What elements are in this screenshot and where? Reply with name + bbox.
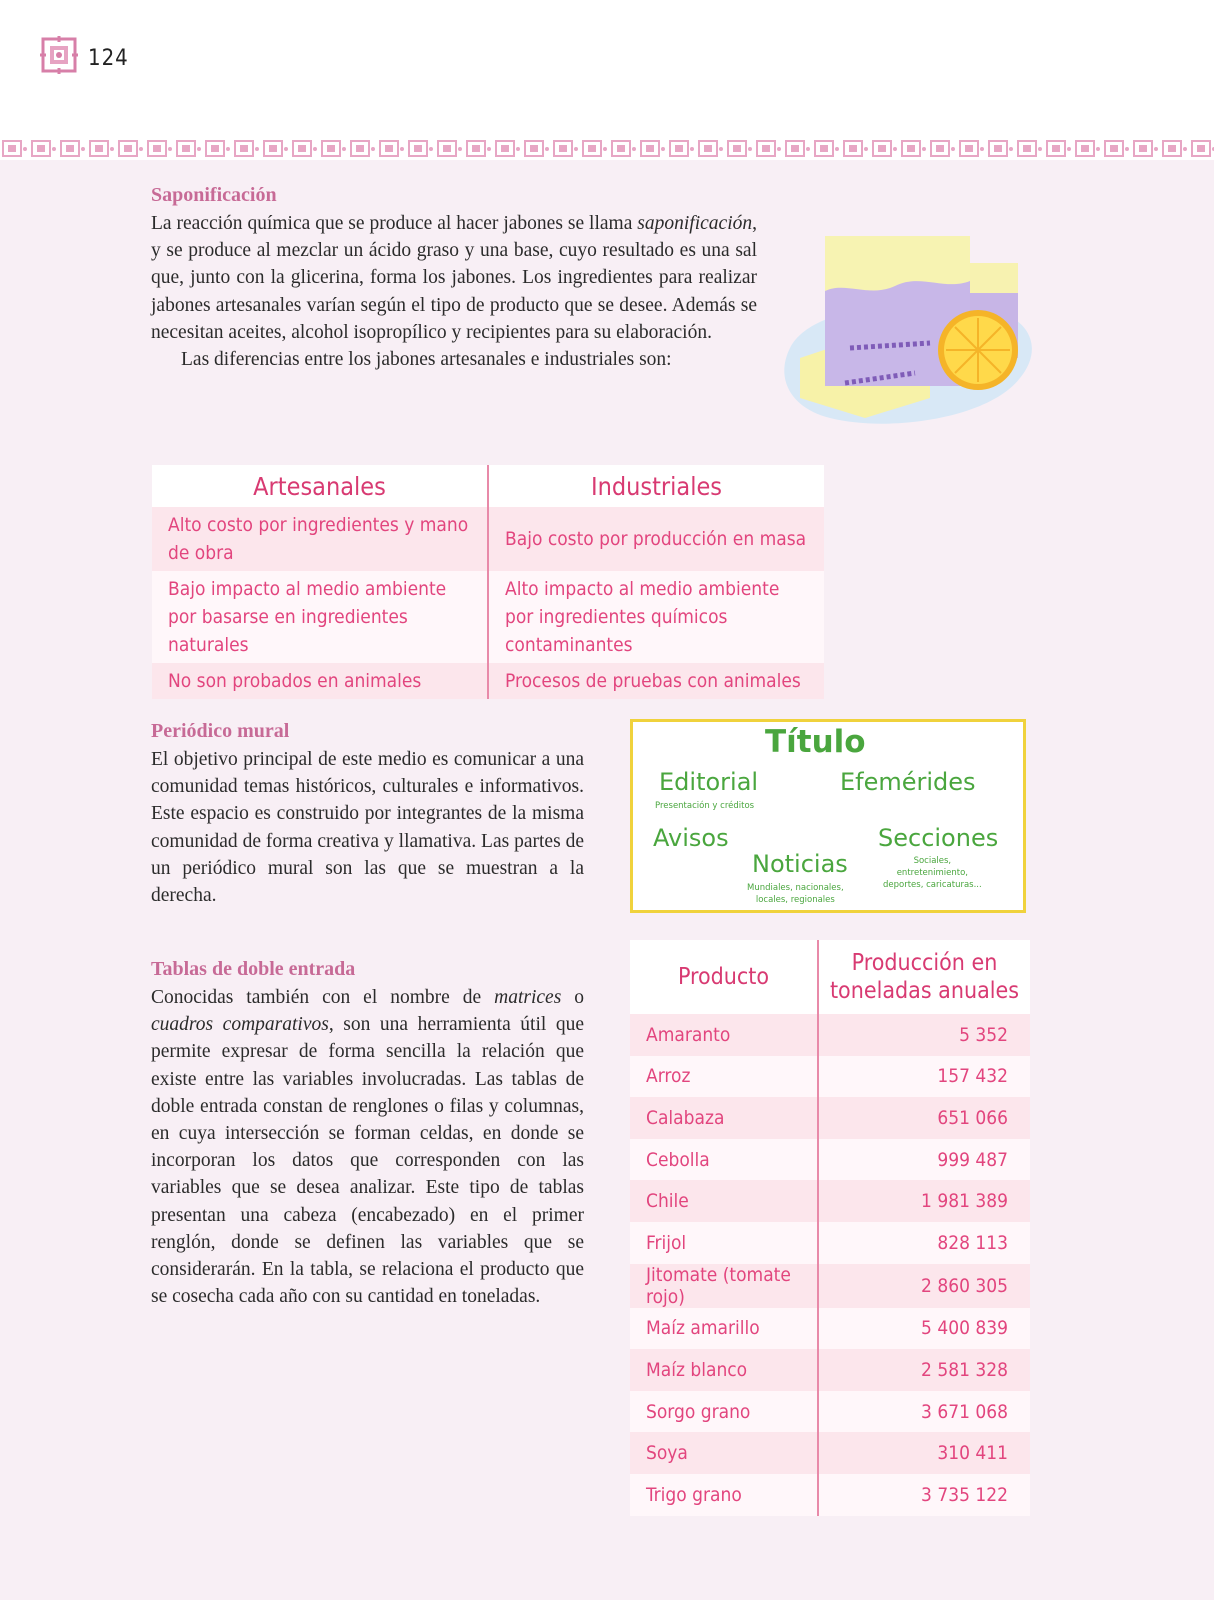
- product-name-cell: Arroz: [630, 1056, 818, 1098]
- table-cell: Bajo costo por producción en masa: [488, 507, 824, 571]
- product-name-cell: Chile: [630, 1180, 818, 1222]
- table-row: [152, 507, 824, 571]
- production-value-cell: 2 581 328: [818, 1349, 1030, 1391]
- product-name-cell: Cebolla: [630, 1139, 818, 1181]
- production-value-cell: 3 735 122: [818, 1474, 1030, 1516]
- mural-editorial-sub: Presentación y créditos: [655, 801, 755, 811]
- page-number: 124: [88, 46, 129, 71]
- table-header-row: [630, 940, 1030, 1014]
- production-value-cell: 828 113: [818, 1222, 1030, 1264]
- tablas-title: Tablas de doble entrada: [151, 958, 356, 980]
- header-industriales: Industriales: [488, 465, 824, 507]
- production-value-cell: 2 860 305: [818, 1264, 1030, 1308]
- table-row: [630, 1056, 1030, 1098]
- mural-diagram: [630, 719, 1026, 913]
- table-row: [152, 571, 824, 663]
- mural-secciones: Secciones: [878, 824, 999, 852]
- production-value-cell: 157 432: [818, 1056, 1030, 1098]
- soap-illustration: [780, 228, 1040, 438]
- product-name-cell: Jitomate (tomate rojo): [630, 1264, 818, 1308]
- product-name-cell: Amaranto: [630, 1014, 818, 1056]
- production-value-cell: 310 411: [818, 1432, 1030, 1474]
- mural-noticias-sub: Mundiales, nacionales, locales, regionales: [747, 883, 844, 905]
- mural-editorial: Editorial: [659, 768, 759, 796]
- saponificacion-text: La reacción química que se produce al hacer jabones se llama saponificación, y se produce al mezclar un ácido graso y una base, cuyo resultado es una sal que, junto con la glicerina, forma los jabones. Los ingredientes para realizar jabones artesanales varían según el tipo de producto que se desee. Además se necesitan aceites, alcohol isopropílico y recipientes para su elaboración. Las diferencias entre los jabones artesanales e industriales son:: [151, 213, 757, 371]
- table-cell: Alto costo por ingredientes y mano de obra: [152, 507, 488, 571]
- table-cell: Procesos de pruebas con animales: [488, 663, 824, 699]
- saponificacion-title: Saponificación: [151, 184, 277, 206]
- production-value-cell: 651 066: [818, 1097, 1030, 1139]
- table-cell: Alto impacto al medio ambiente por ingredientes químicos contaminantes: [488, 571, 824, 663]
- production-value-cell: 5 400 839: [818, 1308, 1030, 1350]
- table-header-row: [152, 465, 824, 507]
- decorative-border: [0, 138, 1214, 160]
- header-produccion: Producción en toneladas anuales: [818, 940, 1030, 1014]
- table-row: [630, 1222, 1030, 1264]
- product-name-cell: Soya: [630, 1432, 818, 1474]
- product-name-cell: Frijol: [630, 1222, 818, 1264]
- product-name-cell: Calabaza: [630, 1097, 818, 1139]
- mural-secciones-sub: Sociales, entretenimiento, deportes, caricaturas...: [883, 856, 982, 890]
- mural-efemerides: Efemérides: [840, 768, 976, 796]
- table-cell: Bajo impacto al medio ambiente por basarse en ingredientes naturales: [152, 571, 488, 663]
- periodico-title: Periódico mural: [151, 720, 290, 742]
- table-row: [630, 1308, 1030, 1350]
- table-row: [630, 1391, 1030, 1433]
- header-artesanales: Artesanales: [152, 465, 488, 507]
- product-name-cell: Maíz blanco: [630, 1349, 818, 1391]
- table-row: [630, 1432, 1030, 1474]
- table-row: [630, 1264, 1030, 1308]
- table-row: [630, 1349, 1030, 1391]
- periodico-text: El objetivo principal de este medio es comunicar a una comunidad temas históricos, culturales e informativos. Este espacio es construido por integrantes de la misma comunidad de forma creativa y llamativa. Las partes de un periódico mural son las que se muestran a la derecha.: [151, 749, 584, 907]
- table-row: [630, 1014, 1030, 1056]
- mural-noticias: Noticias: [752, 850, 848, 878]
- production-value-cell: 3 671 068: [818, 1391, 1030, 1433]
- tablas-text: Conocidas también con el nombre de matrices o cuadros comparativos, son una herramienta útil que permite expresar de forma sencilla la relación que existe entre las variables involucradas. Las tablas de doble entrada constan de renglones o filas y columnas, en cuya intersección se forman celdas, en donde se incorporan los datos que corresponden con las variables que se desea analizar. Este tipo de tablas presentan una cabeza (encabezado) en el primer renglón, donde se definen las variables que se considerarán. En la tabla, se relaciona el producto que se cosecha cada año con su cantidad en toneladas.: [151, 987, 585, 1308]
- production-table-body: [630, 1014, 1030, 1516]
- mural-titulo: Título: [765, 724, 866, 760]
- production-value-cell: 999 487: [818, 1139, 1030, 1181]
- table-row: [630, 1180, 1030, 1222]
- header-producto: Producto: [630, 940, 818, 1014]
- aztec-glyph-icon: [40, 36, 78, 74]
- table-row: [630, 1097, 1030, 1139]
- table-cell: No son probados en animales: [152, 663, 488, 699]
- production-value-cell: 5 352: [818, 1014, 1030, 1056]
- production-table: [630, 940, 1030, 1516]
- table-row: [630, 1139, 1030, 1181]
- product-name-cell: Trigo grano: [630, 1474, 818, 1516]
- soap-comparison-table: [152, 465, 824, 699]
- product-name-cell: Maíz amarillo: [630, 1308, 818, 1350]
- mural-avisos: Avisos: [653, 824, 729, 852]
- table-row: [152, 663, 824, 699]
- table-row: [630, 1474, 1030, 1516]
- product-name-cell: Sorgo grano: [630, 1391, 818, 1433]
- production-value-cell: 1 981 389: [818, 1180, 1030, 1222]
